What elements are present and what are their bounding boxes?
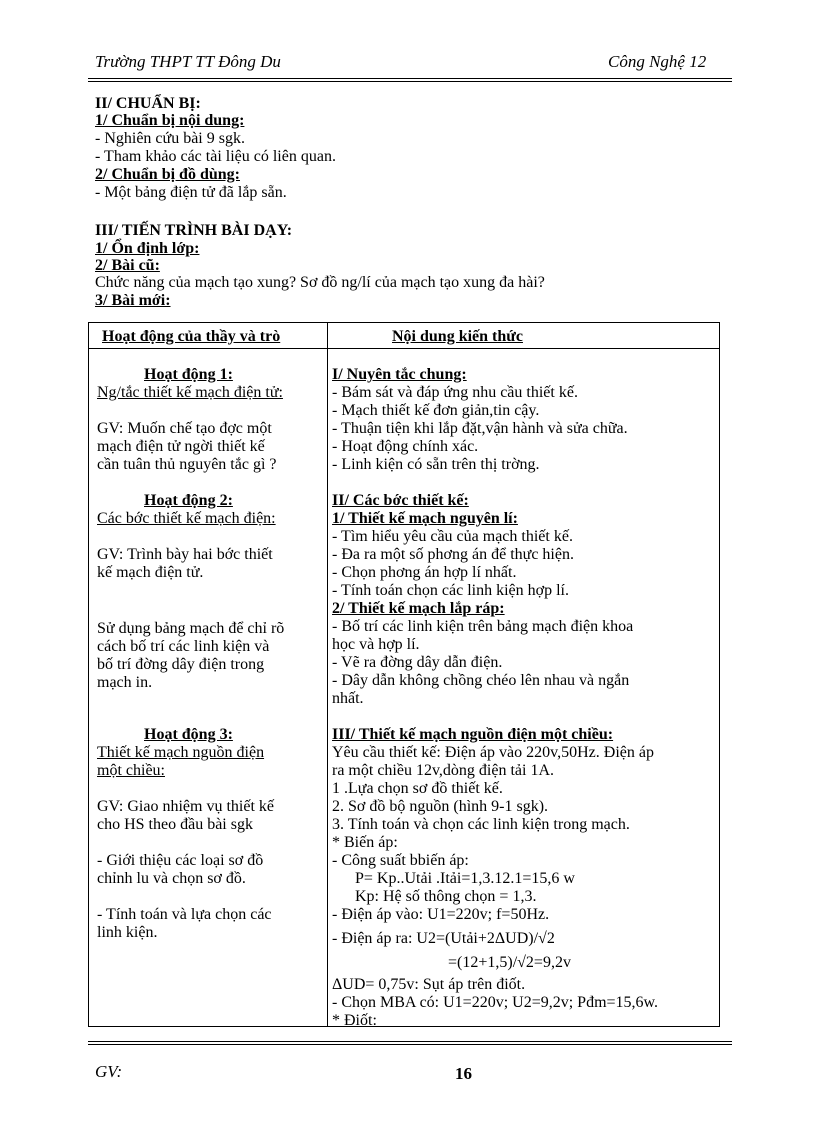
table-column-divider — [327, 323, 328, 1026]
input-voltage: - Điện áp vào: U1=220v; f=50Hz. — [332, 906, 550, 923]
step-3: 3/ Bài mới: — [95, 292, 171, 309]
left-text: cách bố trí các linh kiện và — [97, 638, 270, 655]
right-text: - Mạch thiết kế đơn giản,tin cậy. — [332, 402, 540, 419]
activity-2-topic: Các bớc thiết kế mạch điện: — [97, 510, 276, 527]
prep-title: II/ CHUẨN BỊ: — [95, 95, 201, 112]
dc-supply-title: III/ Thiết kế mạch nguồn điện một chiều: — [332, 726, 614, 743]
right-text: - Công suất bbiến áp: — [332, 852, 469, 869]
right-text: nhất. — [332, 690, 364, 707]
kp-note: Kp: Hệ số thông chọn = 1,3. — [355, 888, 537, 905]
right-text: - Vẽ ra đờng dây dẫn điện. — [332, 654, 503, 671]
header-subject: Công Nghệ 12 — [608, 52, 707, 71]
left-text: mạch điện tử ngời thiết kế — [97, 438, 265, 455]
right-text: - Tính toán chọn các linh kiện hợp lí. — [332, 582, 569, 599]
power-formula: P= Kp..Utải .Itải=1,3.12.1=15,6 w — [355, 870, 575, 887]
left-text: kế mạch điện tử. — [97, 564, 204, 581]
step-1: 1/ Ổn định lớp: — [95, 240, 200, 257]
left-text: GV: Trình bày hai bớc thiết — [97, 546, 273, 563]
steps-title: II/ Các bớc thiết kế: — [332, 492, 469, 509]
output-voltage-result: =(12+1,5)/√2=9,2v — [448, 954, 571, 971]
diode-drop: ΔUD= 0,75v: Sụt áp trên điốt. — [332, 976, 526, 993]
col-right-header: Nội dung kiến thức — [392, 328, 523, 345]
right-text: - Tìm hiểu yêu cầu của mạch thiết kế. — [332, 528, 573, 545]
header-rule — [88, 78, 732, 79]
footer-rule-2 — [88, 1044, 732, 1045]
left-text: Sử dụng bảng mạch để chỉ rõ — [97, 620, 285, 637]
right-text: học và hợp lí. — [332, 636, 420, 653]
right-text: - Bố trí các linh kiện trên bảng mạch điện khoa — [332, 618, 634, 635]
right-text: 1 .Lựa chọn sơ đồ thiết kế. — [332, 780, 503, 797]
left-text: mạch in. — [97, 674, 153, 691]
page-number: 16 — [455, 1064, 472, 1083]
left-text: GV: Giao nhiệm vụ thiết kế — [97, 798, 274, 815]
activity-2-title: Hoạt động 2: — [144, 492, 233, 509]
footer-rule — [88, 1041, 732, 1042]
left-text: cho HS theo đầu bài sgk — [97, 816, 253, 833]
old-question: Chức năng của mạch tạo xung? Sơ đồ ng/lí của mạch tạo xung đa hài? — [95, 274, 545, 291]
right-text: - Dây dẫn không chồng chéo lên nhau và ngắn — [332, 672, 630, 689]
right-text: * Biến áp: — [332, 834, 398, 851]
left-text: - Giới thiệu các loại sơ đồ — [97, 852, 264, 869]
activity-1-title: Hoạt động 1: — [144, 366, 233, 383]
assembly-title: 2/ Thiết kế mạch lắp ráp: — [332, 600, 505, 617]
activity-3-topic-2: một chiều: — [97, 762, 165, 779]
right-text: ra một chiều 12v,dòng điện tải 1A. — [332, 762, 555, 779]
activity-1-topic: Ng/tắc thiết kế mạch điện tử: — [97, 384, 283, 401]
activity-3-title: Hoạt động 3: — [144, 726, 233, 743]
right-text: - Bám sát và đáp ứng nhu cầu thiết kế. — [332, 384, 578, 401]
transformer-choice: - Chọn MBA có: U1=220v; U2=9,2v; Pđm=15,6w. — [332, 994, 659, 1011]
prep-content-title: 1/ Chuẩn bị nội dung: — [95, 112, 245, 129]
right-text: - Đa ra một số phơng án để thực hiện. — [332, 546, 574, 563]
header-school: Trường THPT TT Đông Du — [95, 52, 281, 71]
activity-3-topic: Thiết kế mạch nguồn điện — [97, 744, 265, 761]
header-rule-2 — [88, 81, 732, 82]
prep-tools-1: - Một bảng điện tử đã lắp sẵn. — [95, 184, 287, 201]
principles-title: I/ Nuyên tắc chung: — [332, 366, 467, 383]
left-text: cần tuân thủ nguyên tắc gì ? — [97, 456, 277, 473]
prep-content-1: - Nghiên cứu bài 9 sgk. — [95, 130, 245, 147]
prep-tools-title: 2/ Chuẩn bị đồ dùng: — [95, 166, 240, 183]
left-text: GV: Muốn chế tạo đợc một — [97, 420, 272, 437]
right-text: - Chọn phơng án hợp lí nhất. — [332, 564, 517, 581]
left-text: - Tính toán và lựa chọn các — [97, 906, 272, 923]
step-2: 2/ Bài cũ: — [95, 257, 160, 274]
right-text: - Hoạt động chính xác. — [332, 438, 479, 455]
right-text: 3. Tính toán và chọn các linh kiện trong mạch. — [332, 816, 630, 833]
footer-teacher: GV: — [95, 1062, 123, 1081]
right-text: - Thuận tiện khi lắp đặt,vận hành và sửa chữa. — [332, 420, 628, 437]
process-title: III/ TIẾN TRÌNH BÀI DẠY: — [95, 222, 293, 239]
left-text: bố trí đờng dây điện trong — [97, 656, 265, 673]
schematic-title: 1/ Thiết kế mạch nguyên lí: — [332, 510, 518, 527]
right-text: 2. Sơ đồ bộ nguồn (hình 9-1 sgk). — [332, 798, 549, 815]
left-text: chỉnh lu và chọn sơ đồ. — [97, 870, 246, 887]
left-text: linh kiện. — [97, 924, 158, 941]
right-text: Yêu cầu thiết kế: Điện áp vào 220v,50Hz. Điện áp — [332, 744, 654, 761]
right-text: - Linh kiện có sẵn trên thị trờng. — [332, 456, 540, 473]
prep-content-2: - Tham khảo các tài liệu có liên quan. — [95, 148, 336, 165]
col-left-header: Hoạt động của thầy và trò — [102, 328, 281, 345]
diode-title: * Điốt: — [332, 1012, 377, 1029]
output-voltage-formula: - Điện áp ra: U2=(Utải+2ΔUD)/√2 — [332, 930, 555, 947]
